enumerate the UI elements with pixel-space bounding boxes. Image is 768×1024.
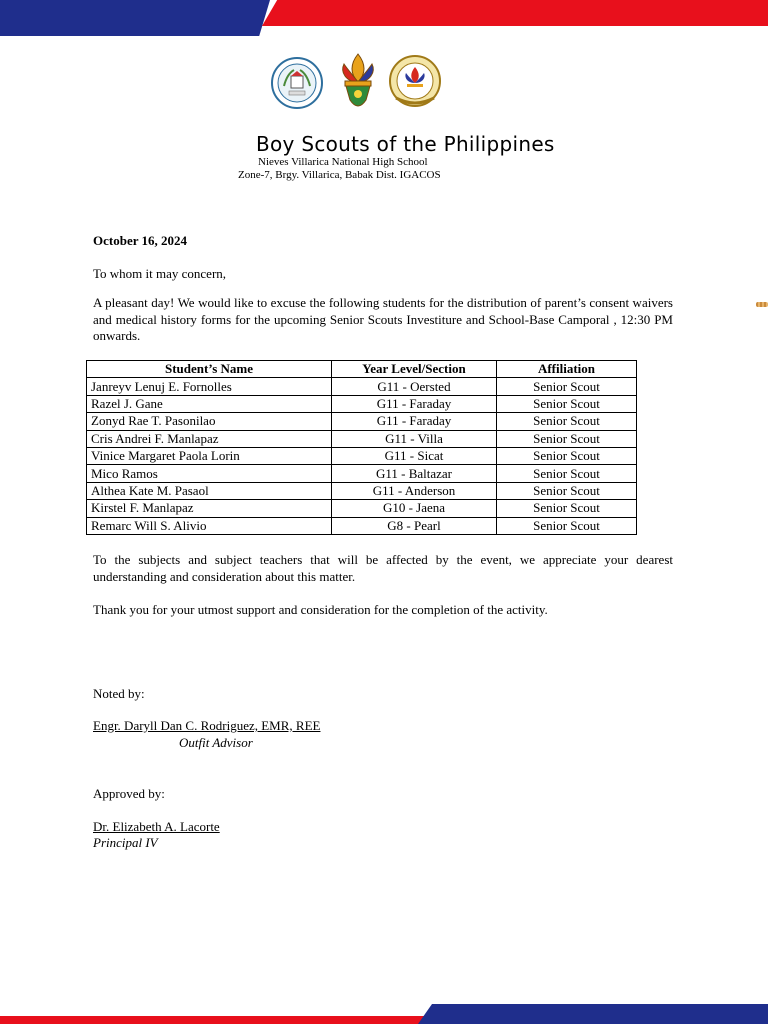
- year-section-cell: G11 - Faraday: [332, 395, 497, 412]
- table-row: [87, 447, 637, 464]
- salutation: To whom it may concern,: [93, 266, 227, 281]
- table-row: [87, 500, 637, 517]
- affiliation-cell: Senior Scout: [497, 482, 637, 499]
- school-address: Zone-7, Brgy. Villarica, Babak Dist. IGACOS: [238, 169, 441, 181]
- scouts-fleur-de-lis-icon: [336, 52, 380, 114]
- year-section-cell: G11 - Sicat: [332, 447, 497, 464]
- affiliation-cell: Senior Scout: [497, 430, 637, 447]
- appreciation-paragraph: To the subjects and subject teachers that will be affected by the event, we appreciate your dearest understanding and consideration about this matter.: [93, 552, 673, 584]
- column-header-name: Student’s Name: [87, 361, 332, 378]
- thanks-paragraph: Thank you for your utmost support and consideration for the completion of the activity.: [93, 602, 548, 617]
- table-row: [87, 395, 637, 412]
- affiliation-cell: Senior Scout: [497, 395, 637, 412]
- header-logos: [270, 52, 442, 116]
- table-row: [87, 465, 637, 482]
- intro-paragraph: A pleasant day! We would like to excuse the following students for the distribution of parent’s consent waivers and medical history forms for the upcoming Senior Scouts Investiture and School-Base Camporal , 12:30 PM onwards.: [93, 295, 673, 343]
- student-name-cell: Kirstel F. Manlapaz: [87, 500, 332, 517]
- student-name-cell: Mico Ramos: [87, 465, 332, 482]
- school-seal-icon: [270, 56, 324, 110]
- school-name: Nieves Villarica National High School: [258, 156, 428, 168]
- scouts-council-seal-icon: [388, 54, 442, 110]
- year-section-cell: G11 - Faraday: [332, 413, 497, 430]
- bottom-red-band: [0, 1016, 430, 1024]
- column-header-affiliation: Affiliation: [497, 361, 637, 378]
- affiliation-cell: Senior Scout: [497, 378, 637, 395]
- table-row: [87, 482, 637, 499]
- noted-by-name: Engr. Daryll Dan C. Rodriguez, EMR, REE: [93, 718, 321, 733]
- year-section-cell: G11 - Oersted: [332, 378, 497, 395]
- organization-title: Boy Scouts of the Philippines: [256, 132, 555, 156]
- student-name-cell: Remarc Will S. Alivio: [87, 517, 332, 534]
- letter-date: October 16, 2024: [93, 233, 187, 248]
- column-header-year-section: Year Level/Section: [332, 361, 497, 378]
- year-section-cell: G11 - Anderson: [332, 482, 497, 499]
- table-row: [87, 517, 637, 534]
- table-row: [87, 413, 637, 430]
- approved-by-label: Approved by:: [93, 786, 165, 801]
- student-name-cell: Cris Andrei F. Manlapaz: [87, 430, 332, 447]
- bottom-blue-band: [418, 1004, 768, 1024]
- affiliation-cell: Senior Scout: [497, 465, 637, 482]
- top-red-band: [262, 0, 768, 26]
- table-row: [87, 378, 637, 395]
- affiliation-cell: Senior Scout: [497, 413, 637, 430]
- student-name-cell: Vinice Margaret Paola Lorin: [87, 447, 332, 464]
- table-header-row: [87, 361, 637, 378]
- year-section-cell: G8 - Pearl: [332, 517, 497, 534]
- noted-by-label: Noted by:: [93, 686, 145, 701]
- student-name-cell: Althea Kate M. Pasaol: [87, 482, 332, 499]
- affiliation-cell: Senior Scout: [497, 517, 637, 534]
- year-section-cell: G11 - Villa: [332, 430, 497, 447]
- approved-by-role: Principal IV: [93, 835, 158, 850]
- year-section-cell: G11 - Baltazar: [332, 465, 497, 482]
- top-blue-band: [0, 0, 270, 36]
- side-decoration: [756, 302, 768, 307]
- affiliation-cell: Senior Scout: [497, 500, 637, 517]
- student-name-cell: Janreyv Lenuj E. Fornolles: [87, 378, 332, 395]
- noted-by-role: Outfit Advisor: [179, 735, 253, 750]
- affiliation-cell: Senior Scout: [497, 447, 637, 464]
- year-section-cell: G10 - Jaena: [332, 500, 497, 517]
- student-name-cell: Razel J. Gane: [87, 395, 332, 412]
- students-table: [86, 360, 637, 535]
- student-name-cell: Zonyd Rae T. Pasonilao: [87, 413, 332, 430]
- approved-by-name: Dr. Elizabeth A. Lacorte: [93, 819, 220, 834]
- table-row: [87, 430, 637, 447]
